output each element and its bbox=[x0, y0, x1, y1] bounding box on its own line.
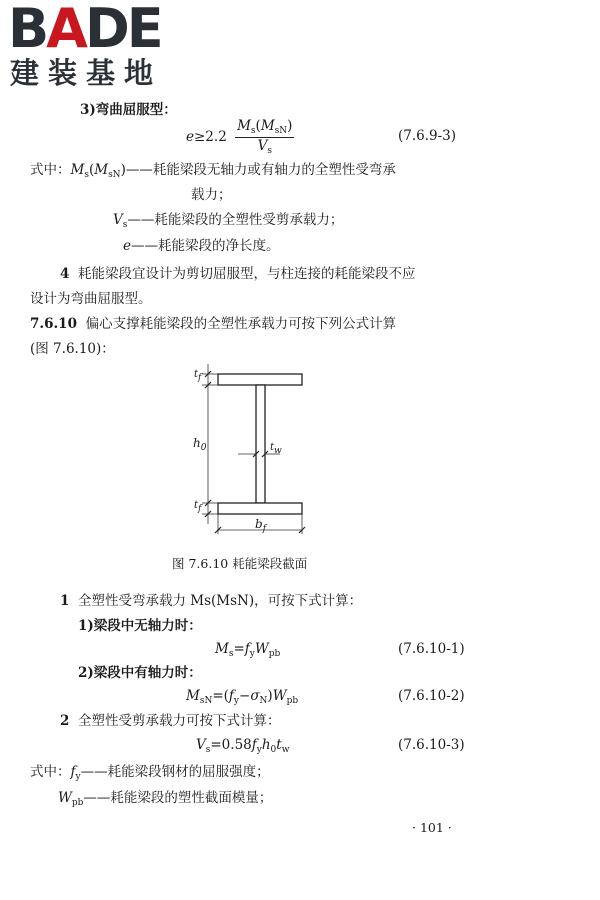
top-flange bbox=[218, 374, 302, 385]
item-1-line bbox=[60, 593, 362, 609]
equation-7-6-10-2: $M_{sN}=(f_y-\sigma_N)W_{pb}$ bbox=[186, 688, 299, 706]
brand-logo bbox=[8, 0, 161, 60]
equation-7-6-9-3: e≥2.2 $\frac{M_s(M_{sN})}{V_s}$ bbox=[186, 118, 293, 156]
brand-letter-a: A bbox=[46, 0, 85, 60]
equation-fraction: $\frac{M_s(M_{sN})}{V_s}$ bbox=[237, 118, 293, 156]
equation-7-6-10-3: $V_s=0.58f_yh_0t_w$ bbox=[196, 737, 290, 755]
clause-number: 7.6.10 bbox=[30, 316, 77, 332]
equation-number-7-6-10-3: (7.6.10-3) bbox=[398, 737, 465, 753]
where-e-symbol: e bbox=[123, 238, 131, 254]
clause-text1: 偏心支撑耗能梁段的全塑性承载力可按下列公式计算 bbox=[85, 316, 397, 332]
where-vs-text: ——耗能梁段的全塑性受剪承载力； bbox=[127, 212, 344, 228]
item-4-number: 4 bbox=[60, 266, 70, 282]
bottom-flange bbox=[218, 503, 302, 514]
figure-caption: 图 7.6.10 耗能梁段截面 bbox=[172, 556, 308, 571]
clause-7-6-10-line2: (图 7.6.10)： bbox=[30, 341, 115, 357]
brand-subtitle: 建装基地 bbox=[10, 56, 163, 90]
label-tf-bottom: $t_f$ bbox=[194, 500, 202, 514]
equation-number-7-6-10-1: (7.6.10-1) bbox=[398, 641, 465, 657]
brand-letters-de: DE bbox=[84, 0, 161, 60]
where-line-e bbox=[123, 238, 280, 254]
where-line-ms: 式中：$M_s(M_{sN})——$耗能梁段无轴力或有轴力的全塑性受弯承 bbox=[30, 162, 396, 180]
item-2-line bbox=[60, 713, 281, 729]
where-line-vs: $V_s——$耗能梁段的全塑性受剪承载力； bbox=[113, 212, 344, 230]
where-prefix: 式中： bbox=[30, 162, 71, 178]
item-4-line2: 设计为弯曲屈服型。 bbox=[30, 291, 152, 307]
item-1-number: 1 bbox=[60, 593, 70, 609]
equation-number-7-6-9-3: (7.6.9-3) bbox=[398, 128, 457, 144]
item-1-text: 全塑性受弯承载力 Ms(MsN)，可按下式计算： bbox=[78, 593, 363, 609]
page-number: · 101 · bbox=[412, 820, 452, 835]
where-e-text: ——耗能梁段的净长度。 bbox=[131, 238, 280, 254]
equation-7-6-10-1: $M_s=f_yW_{pb}$ bbox=[215, 641, 281, 659]
brand-letter-b: B bbox=[8, 0, 47, 60]
label-bf: $b_f$ bbox=[255, 517, 267, 534]
web bbox=[256, 385, 265, 503]
where-ms-continuation: 载力； bbox=[191, 187, 232, 203]
item-4-line1 bbox=[60, 266, 416, 282]
label-h0: $h_0$ bbox=[193, 436, 207, 453]
section-3-label: 3)弯曲屈服型： bbox=[80, 102, 177, 118]
sub-2-label: 2)梁段中有轴力时： bbox=[78, 665, 202, 681]
label-tw: $t_w$ bbox=[270, 442, 282, 456]
item-2-number: 2 bbox=[60, 713, 70, 729]
equation-number-7-6-10-2: (7.6.10-2) bbox=[398, 688, 465, 704]
where-ms-text: ——耗能梁段无轴力或有轴力的全塑性受弯承 bbox=[125, 162, 396, 178]
where2-line-fy: 式中：$f_y——$耗能梁段钢材的屈服强度； bbox=[30, 764, 270, 782]
clause-7-6-10-line1 bbox=[30, 316, 396, 332]
where2-line-wpb: $W_{pb}——$耗能梁段的塑性截面模量； bbox=[58, 790, 273, 808]
item-2-text: 全塑性受剪承载力可按下式计算： bbox=[78, 713, 281, 729]
label-tf-top: $t_f$ bbox=[194, 369, 202, 383]
sub-1-label: 1)梁段中无轴力时： bbox=[78, 618, 202, 634]
item-4-text1: 耗能梁段宜设计为剪切屈服型，与柱连接的耗能梁段不应 bbox=[78, 266, 416, 282]
